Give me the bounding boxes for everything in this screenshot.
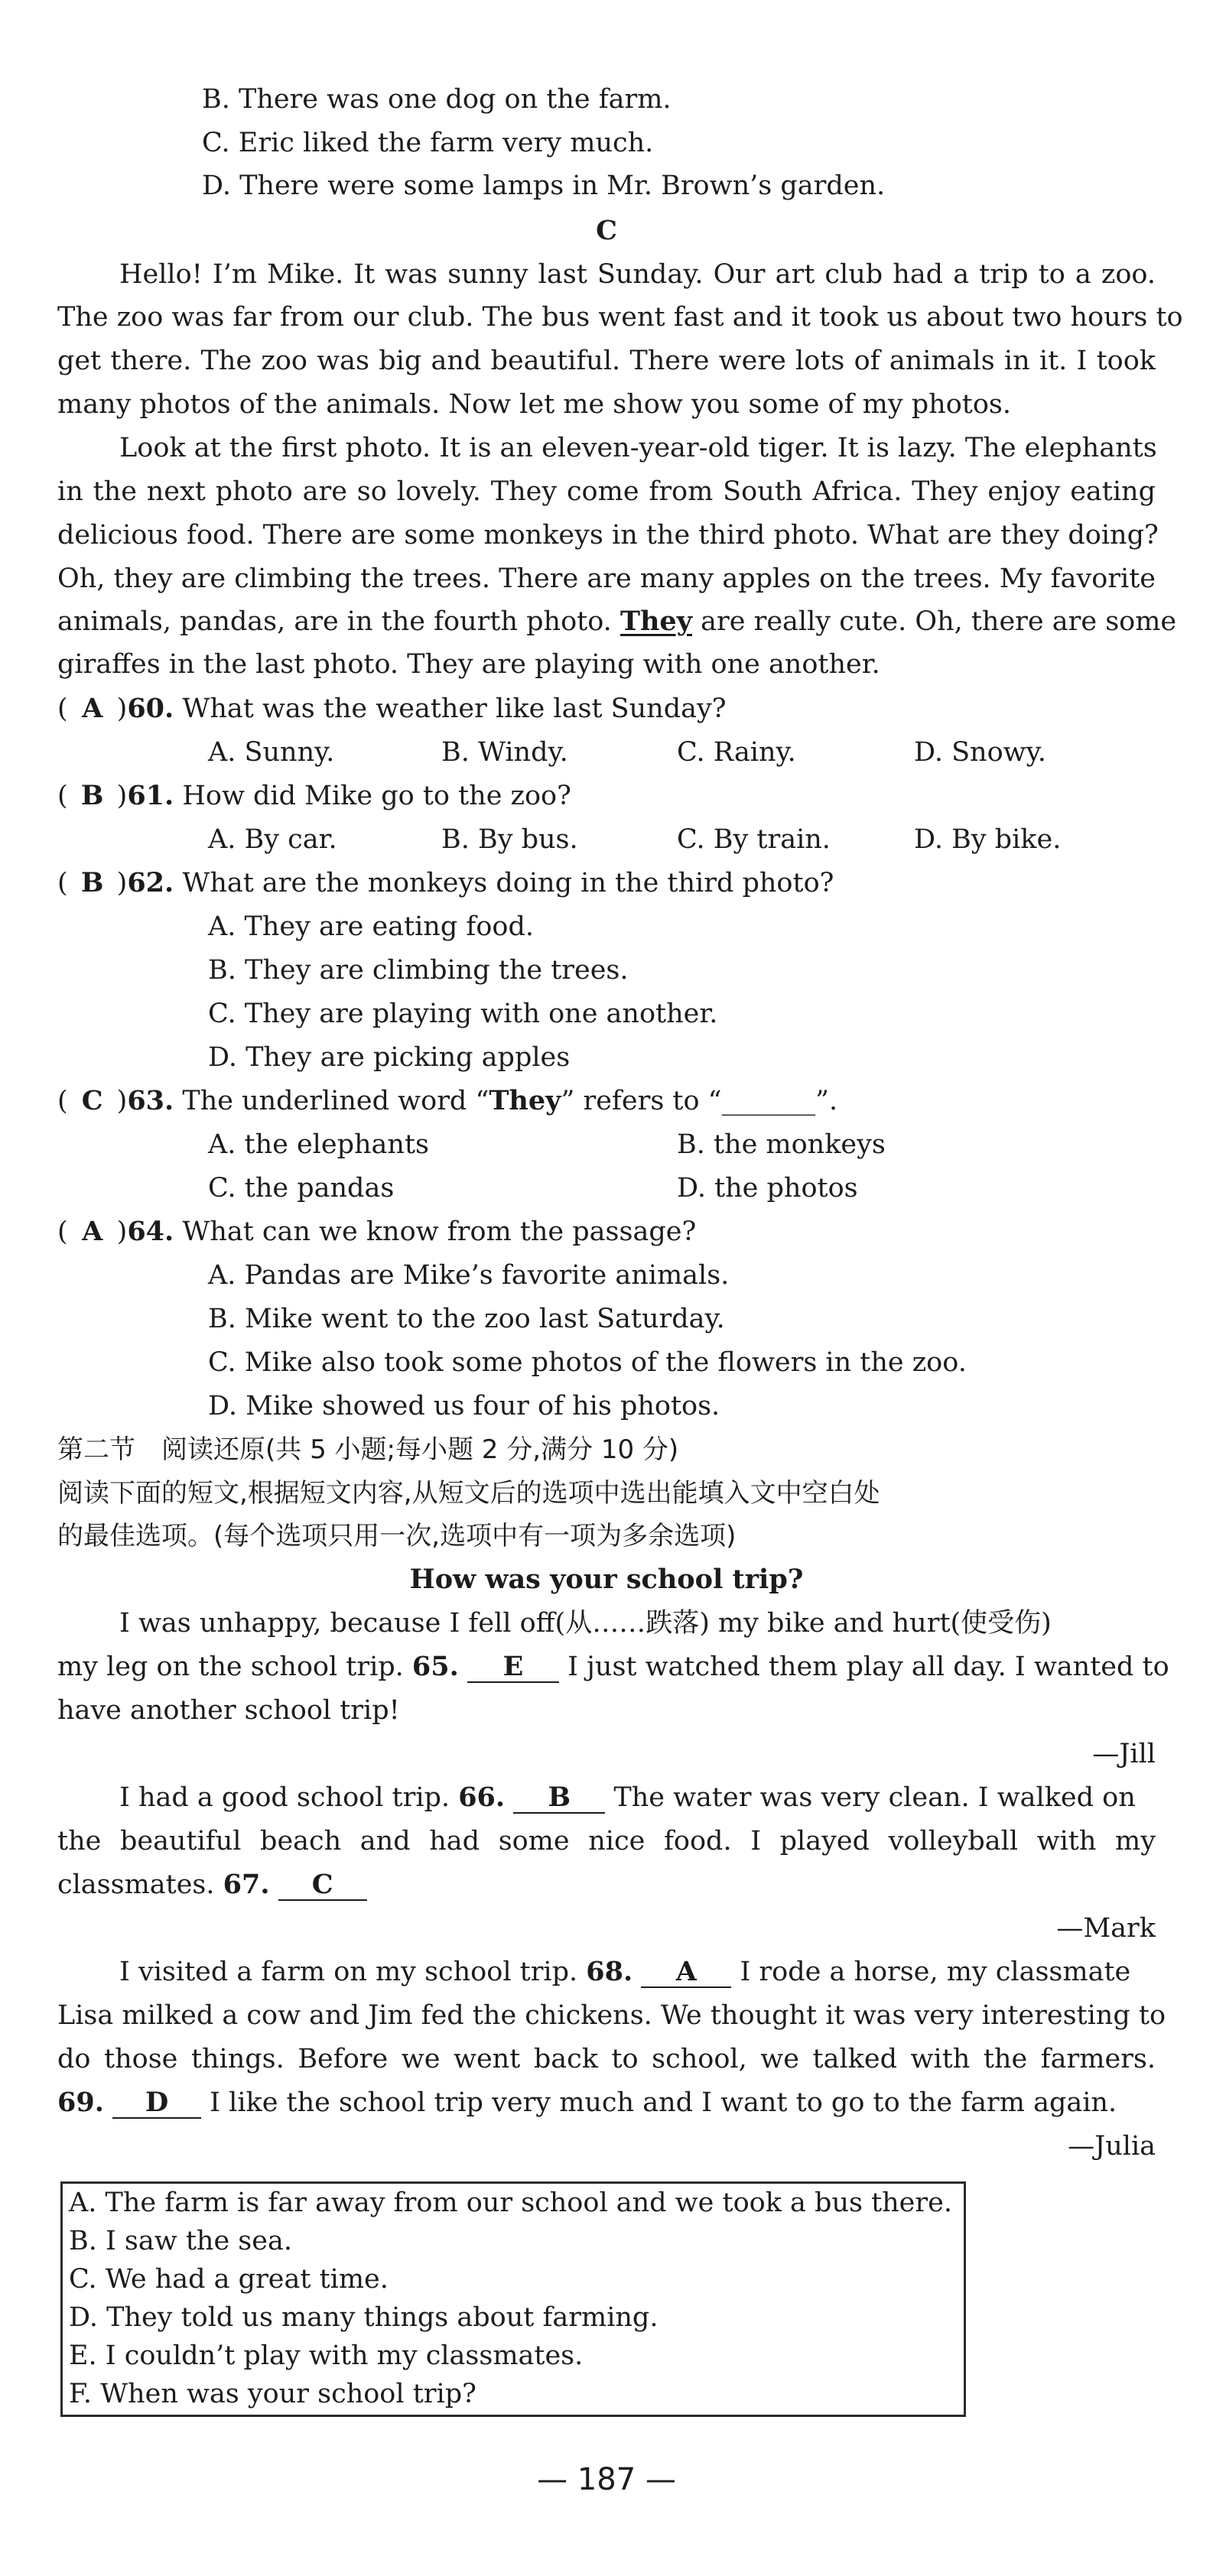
option-line: D. There were some lamps in Mr. Brown’s garden. <box>202 171 886 201</box>
answer-blank-67: C <box>278 1870 367 1901</box>
passage-line: many photos of the animals. Now let me show you some of my photos. <box>57 389 1012 420</box>
question-60: ( A )60. What was the weather like last Sunday? <box>57 691 727 726</box>
instruction-line: 阅读下面的短文,根据短文内容,从短文后的选项中选出能填入文中空白处 <box>57 1478 880 1509</box>
passage-line: Lisa milked a cow and Jim fed the chickens. We thought it was very interesting to <box>57 2000 1166 2031</box>
option: A. They are eating food. <box>208 911 534 942</box>
question-62: ( B )62. What are the monkeys doing in the third photo? <box>57 866 834 901</box>
passage-line: I had a good school trip. 66. B The water was very clean. I walked on <box>119 1782 1136 1813</box>
option: D. They are picking apples <box>208 1042 571 1073</box>
option-box-item: C. We had a great time. <box>69 2264 389 2295</box>
option-box-item: A. The farm is far away from our school and we took a bus there. <box>69 2188 952 2218</box>
option: A. By car. <box>208 824 337 855</box>
option: B. the monkeys <box>677 1129 886 1160</box>
passage-line: I was unhappy, because I fell off(从……跌落) my bike and hurt(使受伤) <box>119 1608 1052 1639</box>
signature: —Jill <box>1092 1739 1156 1769</box>
answer-blank-69: D <box>112 2088 201 2119</box>
answer-mark: B <box>80 867 104 898</box>
answer-blank-68: A <box>641 1957 731 1988</box>
passage-line: in the next photo are so lovely. They come from South Africa. They enjoy eating <box>57 476 1156 507</box>
option-line: C. Eric liked the farm very much. <box>202 128 654 158</box>
question-61: ( B )61. How did Mike go to the zoo? <box>57 778 571 814</box>
page-number: — 187 — <box>537 2462 676 2497</box>
passage-line: classmates. 67. C <box>57 1867 367 1902</box>
option: B. They are climbing the trees. <box>208 955 629 986</box>
answer-blank-65: E <box>467 1652 559 1683</box>
option: C. Mike also took some photos of the flowers in the zoo. <box>208 1347 967 1378</box>
option: A. the elephants <box>208 1129 429 1160</box>
passage-line: my leg on the school trip. 65. E I just watched them play all day. I wanted to <box>57 1651 1169 1682</box>
passage-line: do those things. Before we went back to school, we talked with the farmers. <box>57 2044 1156 2074</box>
passage-line: the beautiful beach and had some nice food. I played volleyball with my <box>57 1826 1156 1856</box>
option: B. By bus. <box>441 824 578 855</box>
answer-mark: B <box>80 780 104 811</box>
option-box-item: E. I couldn’t play with my classmates. <box>69 2340 584 2371</box>
option: C. the pandas <box>208 1173 395 1204</box>
passage-line: I visited a farm on my school trip. 68. A I rode a horse, my classmate <box>119 1956 1131 1987</box>
passage-line: 69. D I like the school trip very much and I want to go to the farm again. <box>57 2087 1117 2118</box>
passage-title: How was your school trip? <box>409 1564 804 1595</box>
passage-line: have another school trip! <box>57 1695 400 1726</box>
section-c-heading: C <box>596 215 617 246</box>
passage-line: delicious food. There are some monkeys in the third photo. What are they doing? <box>57 520 1159 551</box>
option-line: B. There was one dog on the farm. <box>202 84 672 115</box>
passage-line: animals, pandas, are in the fourth photo. They are really cute. Oh, there are some <box>57 606 1177 637</box>
answer-blank-66: B <box>513 1783 605 1814</box>
passage-line: Hello! I’m Mike. It was sunny last Sunday. Our art club had a trip to a zoo. <box>119 259 1156 290</box>
answer-mark: A <box>82 693 103 724</box>
option: D. the photos <box>677 1173 858 1204</box>
option: D. Snowy. <box>914 737 1046 768</box>
signature: —Julia <box>1068 2131 1156 2162</box>
option-box-item: B. I saw the sea. <box>69 2226 292 2256</box>
option: C. By train. <box>677 824 831 855</box>
answer-mark: A <box>82 1216 103 1247</box>
option: A. Pandas are Mike’s favorite animals. <box>208 1260 730 1291</box>
option: B. Mike went to the zoo last Saturday. <box>208 1304 725 1334</box>
underlined-word-they: They <box>620 606 693 637</box>
passage-line: get there. The zoo was big and beautiful. There were lots of animals in it. I took <box>57 346 1156 376</box>
passage-line: Look at the first photo. It is an eleven-year-old tiger. It is lazy. The elephants <box>119 433 1157 463</box>
options-box <box>60 2181 966 2417</box>
option-box-item: F. When was your school trip? <box>69 2379 476 2409</box>
passage-line: giraffes in the last photo. They are playing with one another. <box>57 649 880 680</box>
signature: —Mark <box>1056 1913 1156 1944</box>
option: C. Rainy. <box>677 737 796 768</box>
passage-line: The zoo was far from our club. The bus went fast and it took us about two hours to <box>57 302 1183 333</box>
answer-mark: C <box>81 1085 103 1116</box>
option: D. By bike. <box>914 824 1062 855</box>
question-63: ( C )63. The underlined word “They” refers to “_______”. <box>57 1083 837 1119</box>
option: D. Mike showed us four of his photos. <box>208 1391 720 1421</box>
section-title: 第二节 阅读还原(共 5 小题;每小题 2 分,满分 10 分) <box>57 1434 679 1465</box>
option: B. Windy. <box>441 737 568 768</box>
option: A. Sunny. <box>208 737 335 768</box>
option-box-item: D. They told us many things about farming. <box>69 2302 659 2333</box>
passage-line: Oh, they are climbing the trees. There are many apples on the trees. My favorite <box>57 564 1156 594</box>
instruction-line: 的最佳选项。(每个选项只用一次,选项中有一项为多余选项) <box>57 1521 737 1551</box>
question-64: ( A )64. What can we know from the passage? <box>57 1214 696 1249</box>
option: C. They are playing with one another. <box>208 999 718 1029</box>
